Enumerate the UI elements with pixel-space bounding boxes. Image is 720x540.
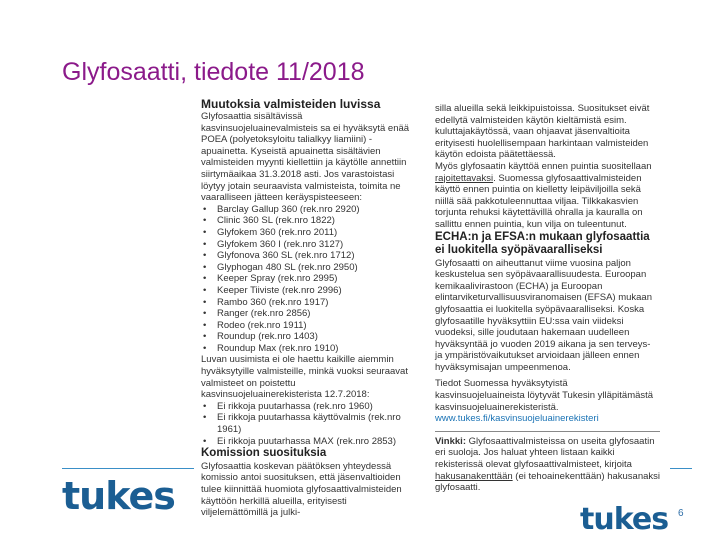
finland-text-before: Myös glyfosaatin käyttöä ennen puintia suositellaan	[435, 160, 652, 172]
list-item: • Roundup (rek.nro 1403)	[201, 331, 413, 343]
list-item: • Barclay Gallup 360 (rek.nro 2920)	[201, 204, 413, 216]
registry-paragraph	[435, 378, 660, 424]
removed-list	[201, 401, 413, 447]
slide-title: Glyfosaatti, tiedote 11/2018	[62, 58, 365, 86]
list-item: • Roundup Max (rek.nro 1910)	[201, 343, 413, 355]
tip-text-before: Glyfosaattivalmisteissa on useita glyfosaatin eri suoloja. Jos haluat yhteen listaan kaikki rekisterissä olevat glyfosaattivalmisteet, kirjoita	[435, 435, 655, 471]
finland-paragraph	[435, 161, 660, 231]
list-item: • Ei rikkoja puutarhassa käyttövalmis (rek.nro 1961)	[201, 412, 413, 435]
list-item: • Clinic 360 SL (rek.nro 1822)	[201, 215, 413, 227]
product-list	[201, 204, 413, 355]
list-item: • Rodeo (rek.nro 1911)	[201, 320, 413, 332]
list-item: • Glyfokem 360 (rek.nro 2011)	[201, 227, 413, 239]
recommendation-paragraph: Glyfosaattia koskevan päätöksen yhteydessä komissio antoi suosituksen, että jäsenvaltioiden tulee kiinnittää huomiota glyfosaattivalmisteiden käyttöön herkillä alueilla, erityisesti viljelemättömillä ja julki-	[201, 460, 402, 519]
list-item: • Glyfokem 360 I (rek.nro 3127)	[201, 239, 413, 251]
tukes-logo: tukes	[62, 474, 175, 518]
right-column	[435, 103, 660, 494]
tip-label: Vinkki:	[435, 435, 466, 447]
tip-box	[435, 431, 660, 494]
list-item: • Ei rikkoja puutarhassa MAX (rek.nro 2853)	[201, 436, 413, 448]
tip-text-after: (ei tehoainekenttään) hakusanaksi glyfosaatti.	[435, 470, 661, 494]
finland-text-after: . Suomessa glyfosaattivalmisteiden käyttö ennen puintia on kielletty leipäviljoilla sekä niillä sää pakkotuleennuttaa viljaa. Tilkkakasvien torjunta rehuksi käytettävillä ohralla ja kauralla on sallittu ennen puintia, kun vilja on tuleentunut.	[435, 172, 643, 230]
footer-divider-left	[62, 468, 194, 469]
registry-text: Tiedot Suomessa hyväksytyistä kasvinsuojeluaineista löytyvät Tukesin ylläpitämästä kasvinsuojeluainerekisteristä.	[435, 378, 654, 413]
echa-paragraph: Glyfosaatti on aiheuttanut viime vuosina paljon keskustelua sen syöpävaarallisuudesta. Euroopan kemikaalivirastoon (ECHA) ja Euroopan elintarviketurvallisuusviranomaisen (EFSA) mukaan glyfosaattia ei luokitella syöpävaaralliseksi. Koska glyfosaatille hyväksyttiin EU:ssa vain viideksi vuodeksi, sille joudutaan hakemaan uudelleen hyväksyntää jo vuoden 2019 aikana ja sen terveys- ja ympäristövaikutukset arvioidaan jälleen ennen hyväksymisajan umpeenmenoa.	[435, 257, 653, 373]
list-item: • Ranger (rek.nro 2856)	[201, 308, 413, 320]
list-item: • Keeper Spray (rek.nro 2995)	[201, 273, 413, 285]
renewal-paragraph: Luvan uusimista ei ole haettu kaikille aiemmin hyväksytyille valmisteille, minkä vuoksi seuraavat valmisteet on poistettu kasvinsuojeluainerekisterista 12.7.2018:	[201, 354, 408, 401]
registry-link[interactable]: www.tukes.fi/kasvinsuojeluainerekisteri	[435, 413, 599, 425]
list-item: • Glyfonova 360 SL (rek.nro 1712)	[201, 250, 413, 262]
list-item: • Keeper Tiiviste (rek.nro 2996)	[201, 285, 413, 297]
tip-paragraph	[435, 436, 660, 494]
heading-echa-efsa: ECHA:n ja EFSA:n mukaan glyfosaattia ei luokitella syöpävaaralliseksi	[435, 230, 650, 257]
bulletin-document	[195, 97, 670, 540]
continuation-paragraph: silla alueilla sekä leikkipuistoissa. Suositukset eivät edellytä valmisteiden käytön kieltämistä esim. kuluttajakäytössä, vaan ohjaavat jäsenvaltioita erityisesti huolellisempaan harkintaan valmisteiden käytön edoista päätettäessä.	[435, 103, 650, 161]
list-item: • Ei rikkoja puutarhassa (rek.nro 1960)	[201, 401, 413, 413]
page-number: 6	[678, 508, 684, 519]
tukes-logo-small: tukes	[580, 502, 669, 537]
footer-divider-right	[670, 468, 692, 469]
list-item: • Glyphogan 480 SL (rek.nro 2950)	[201, 262, 413, 274]
list-item: • Rambo 360 (rek.nro 1917)	[201, 297, 413, 309]
heading-changes: Muutoksia valmisteiden luvissa	[201, 97, 381, 111]
tip-underlined: hakusanakenttään	[435, 470, 513, 482]
heading-recommendations: Komission suosituksia	[201, 447, 327, 460]
left-column	[201, 97, 413, 519]
finland-underlined: rajoitettavaksi	[435, 172, 494, 184]
intro-paragraph: Glyfosaattia sisältävissä kasvinsuojeluainevalmisteis sa ei hyväksytä enää POEA (polyetoksyloitu talialkyy liamiini) -apuainetta. Kyseistä apuainetta sisältävien valmisteiden myynti kiellettiin ja käytölle annettiin siirtymäaikaa 31.3.2018 asti. Jos varastoistasi löytyy jotain seuraavista valmisteista, toimita ne vaaralliseen jätteen keräyspisteeseen:	[201, 111, 410, 204]
